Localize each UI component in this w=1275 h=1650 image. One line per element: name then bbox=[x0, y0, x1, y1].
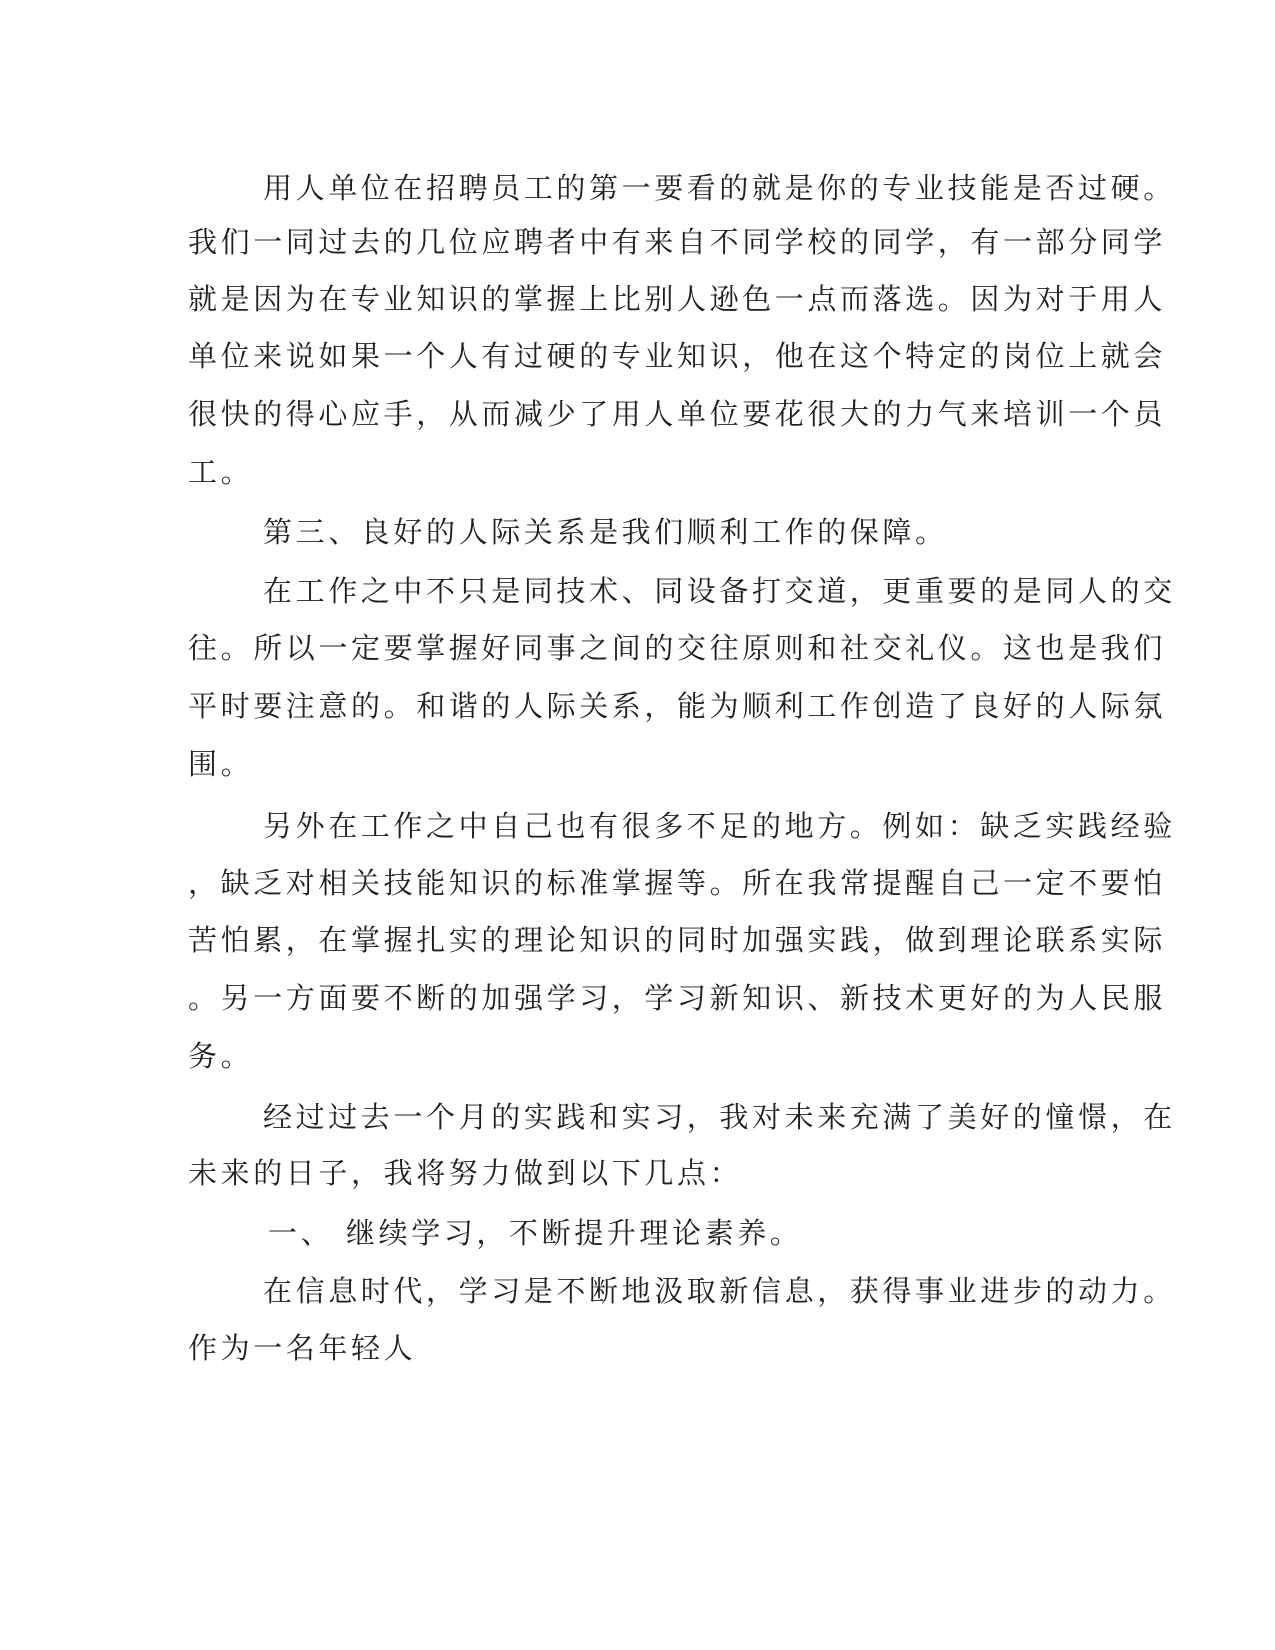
text-line: 平时要注意的。和谐的人际关系，能为顺利工作创造了良好的人际氛 bbox=[188, 689, 1167, 723]
text-line: 单位来说如果一个人有过硬的专业知识，他在这个特定的岗位上就会 bbox=[188, 339, 1167, 373]
text-line: 作为一名年轻人 bbox=[188, 1331, 417, 1365]
text-line: 未来的日子，我将努力做到以下几点： bbox=[188, 1156, 743, 1190]
text-line: 在工作之中不只是同技术、同设备打交道，更重要的是同人的交 bbox=[263, 574, 1176, 608]
text-line: 就是因为在专业知识的掌握上比别人逊色一点而落选。因为对于用人 bbox=[188, 282, 1167, 316]
text-line: ，缺乏对相关技能知识的标准掌握等。所在我常提醒自己一定不要怕 bbox=[188, 866, 1167, 900]
text-line: 务。 bbox=[188, 1039, 254, 1073]
text-line: 用人单位在招聘员工的第一要看的就是你的专业技能是否过硬。 bbox=[263, 171, 1176, 205]
section-heading: 第三、良好的人际关系是我们顺利工作的保障。 bbox=[263, 515, 948, 549]
text-line: 经过过去一个月的实践和实习，我对未来充满了美好的憧憬，在 bbox=[263, 1100, 1176, 1134]
text-line: 在信息时代，学习是不断地汲取新信息，获得事业进步的动力。 bbox=[263, 1274, 1176, 1308]
text-line: 我们一同过去的几位应聘者中有来自不同学校的同学，有一部分同学 bbox=[188, 225, 1167, 259]
text-line: 往。所以一定要掌握好同事之间的交往原则和社交礼仪。这也是我们 bbox=[188, 631, 1167, 665]
list-item-heading: 一、 继续学习，不断提升理论素养。 bbox=[268, 1216, 803, 1250]
text-line: 。另一方面要不断的加强学习，学习新知识、新技术更好的为人民服 bbox=[188, 981, 1167, 1015]
text-line: 工。 bbox=[188, 455, 254, 489]
text-line: 围。 bbox=[188, 747, 254, 781]
text-line: 苦怕累，在掌握扎实的理论知识的同时加强实践，做到理论联系实际 bbox=[188, 923, 1167, 957]
text-line: 很快的得心应手，从而减少了用人单位要花很大的力气来培训一个员 bbox=[188, 397, 1167, 431]
text-line: 另外在工作之中自己也有很多不足的地方。例如：缺乏实践经验 bbox=[263, 809, 1176, 843]
